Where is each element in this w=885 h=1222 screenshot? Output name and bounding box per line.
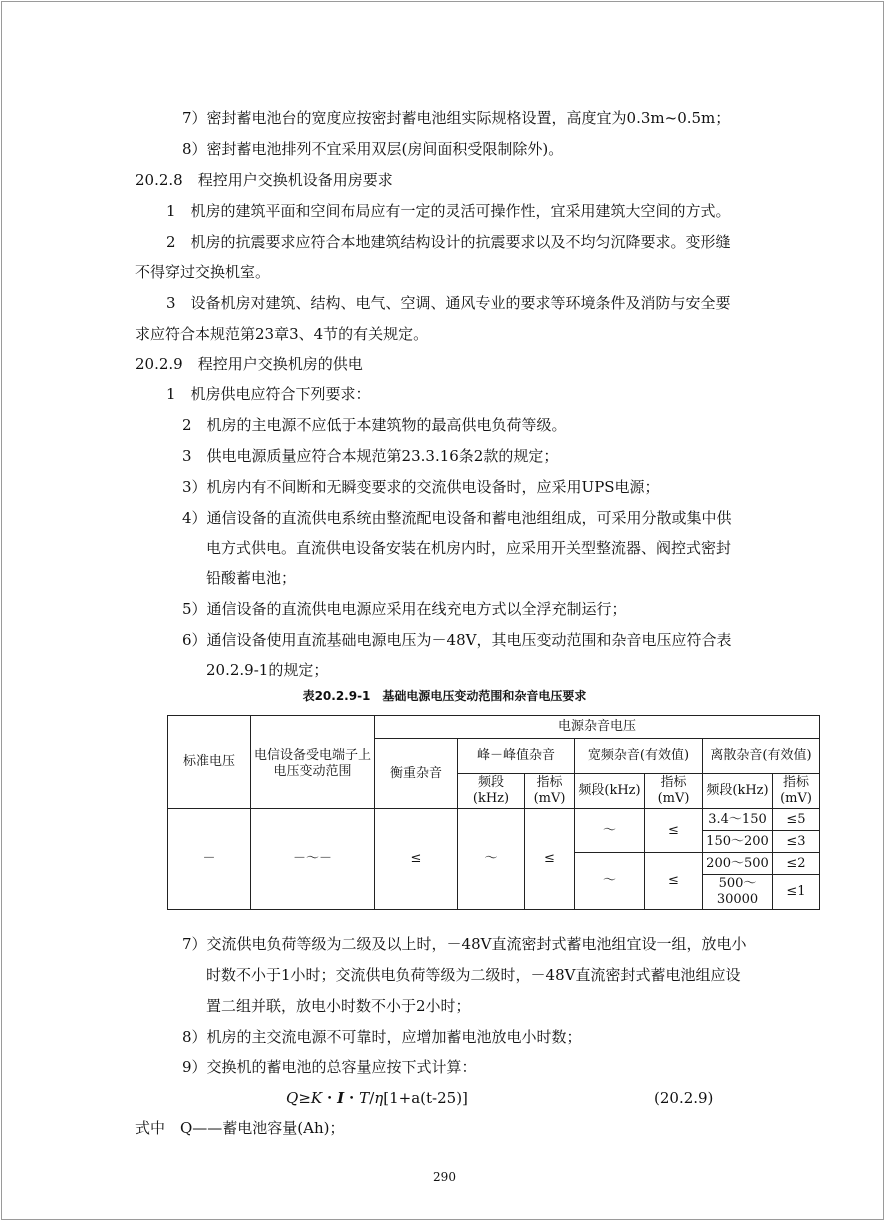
cell-discrete4-index: ≤1 — [773, 875, 820, 910]
cell-discrete3-freq: 200～500 — [703, 853, 773, 875]
section-heading: 20.2.9 程控用户交换机房的供电 — [135, 355, 363, 373]
header-freq: 频段(kHz) — [458, 774, 525, 809]
text-line: 3 设备机房对建筑、结构、电气、空调、通风专业的要求等环境条件及消防与安全要 — [166, 294, 731, 312]
header-noise-voltage: 电源杂音电压 — [375, 716, 820, 739]
cell-wide2-index: ≤ — [645, 853, 703, 910]
cell-wide2-freq: ～ — [575, 853, 645, 910]
page-number: 290 — [433, 1170, 456, 1184]
formula-t: T — [359, 1089, 370, 1107]
header-wideband-noise: 宽频杂音(有效值) — [575, 739, 703, 774]
voltage-noise-table — [167, 715, 820, 910]
text-line: 3）机房内有不间断和无瞬变要求的交流供电设备时，应采用UPS电源； — [182, 478, 660, 496]
capacity-formula — [286, 1088, 468, 1108]
header-freq: 频段(kHz) — [703, 774, 773, 809]
text-line: 8）密封蓄电池排列不宜采用双层(房间面积受限制除外)。 — [182, 140, 564, 158]
header-index: 指标(mV) — [645, 774, 703, 809]
formula-i: I — [337, 1089, 345, 1107]
text-line: 9）交换机的蓄电池的总容量应按下式计算： — [182, 1058, 477, 1076]
text-line: 2 机房的主电源不应低于本建筑物的最高供电负荷等级。 — [182, 416, 567, 434]
text-line: 3 供电电源质量应符合本规范第23.3.16条2款的规定； — [182, 447, 559, 465]
header-freq: 频段(kHz) — [575, 774, 645, 809]
text-line: 1 机房供电应符合下列要求： — [166, 385, 371, 403]
cell-discrete1-index: ≤5 — [773, 809, 820, 831]
text-line: 20.2.9-1的规定； — [206, 661, 329, 679]
cell-discrete2-freq: 150～200 — [703, 831, 773, 853]
formula-q: Q — [286, 1089, 299, 1107]
header-standard-voltage: 标准电压 — [168, 716, 251, 809]
text-line: 4）通信设备的直流供电系统由整流配电设备和蓄电池组组成，可采用分散或集中供 — [182, 509, 732, 527]
cell-standard-voltage: － — [168, 809, 251, 910]
header-discrete-noise: 离散杂音(有效值) — [703, 739, 820, 774]
text-line: 不得穿过交换机室。 — [135, 263, 271, 281]
formula-dot: ・ — [344, 1089, 360, 1107]
header-index: 指标(mV) — [773, 774, 820, 809]
formula-dot: ・ — [322, 1089, 338, 1107]
table-caption: 表20.2.9-1 基础电源电压变动范围和杂音电压要求 — [302, 689, 587, 703]
cell-peak-index: ≤ — [525, 809, 575, 910]
cell-discrete4-freq: 500～30000 — [703, 875, 773, 910]
text-line: 1 机房的建筑平面和空间布局应有一定的灵活可操作性，宜采用建筑大空间的方式。 — [166, 202, 731, 220]
section-heading: 20.2.8 程控用户交换机设备用房要求 — [135, 171, 393, 189]
text-line: 2 机房的抗震要求应符合本地建筑结构设计的抗震要求以及不均匀沉降要求。变形缝 — [166, 233, 731, 251]
formula-rest: [1+a(t-25)] — [383, 1089, 468, 1107]
text-line: 5）通信设备的直流供电电源应采用在线充电方式以全浮充制运行； — [182, 600, 627, 618]
text-line: 时数不小于1小时；交流供电负荷等级为二级时，－48V直流密封式蓄电池组应设 — [206, 966, 741, 984]
cell-wide1-freq: ～ — [575, 809, 645, 853]
text-line: 铅酸蓄电池； — [206, 569, 297, 587]
header-voltage-range: 电信设备受电端子上电压变动范围 — [251, 716, 375, 809]
text-line: 7）交流供电负荷等级为二级及以上时，－48V直流密封式蓄电池组宜设一组，放电小 — [182, 935, 747, 953]
text-line: 置二组并联，放电小时数不小于2小时； — [206, 997, 471, 1015]
header-peak-noise: 峰－峰值杂音 — [458, 739, 575, 774]
cell-wide1-index: ≤ — [645, 809, 703, 853]
text-line: 7）密封蓄电池台的宽度应按密封蓄电池组实际规格设置，高度宜为0.3m~0.5m； — [182, 109, 731, 127]
text-line: 电方式供电。直流供电设备安装在机房内时，应采用开关型整流器、阀控式密封 — [206, 539, 732, 557]
text-line: 6）通信设备使用直流基础电源电压为－48V，其电压变动范围和杂音电压应符合表 — [182, 631, 732, 649]
cell-discrete3-index: ≤2 — [773, 853, 820, 875]
formula-k: K — [310, 1089, 323, 1107]
formula-ge: ≥ — [298, 1089, 311, 1107]
cell-voltage-range: －～－ — [251, 809, 375, 910]
text-line: 8）机房的主交流电源不可靠时，应增加蓄电池放电小时数； — [182, 1028, 582, 1046]
text-line: 式中 Q——蓄电池容量(Ah)； — [135, 1119, 345, 1137]
cell-peak-freq: ～ — [458, 809, 525, 910]
formula-number: (20.2.9) — [654, 1089, 714, 1107]
cell-discrete1-freq: 3.4～150 — [703, 809, 773, 831]
formula-slash: / — [369, 1089, 375, 1107]
header-weighted-noise: 衡重杂音 — [375, 739, 458, 809]
header-index: 指标(mV) — [525, 774, 575, 809]
formula-eta: η — [374, 1089, 384, 1107]
text-line: 求应符合本规范第23章3、4节的有关规定。 — [135, 325, 429, 343]
document-page — [1, 1, 884, 1220]
cell-weighted-noise: ≤ — [375, 809, 458, 910]
cell-discrete2-index: ≤3 — [773, 831, 820, 853]
